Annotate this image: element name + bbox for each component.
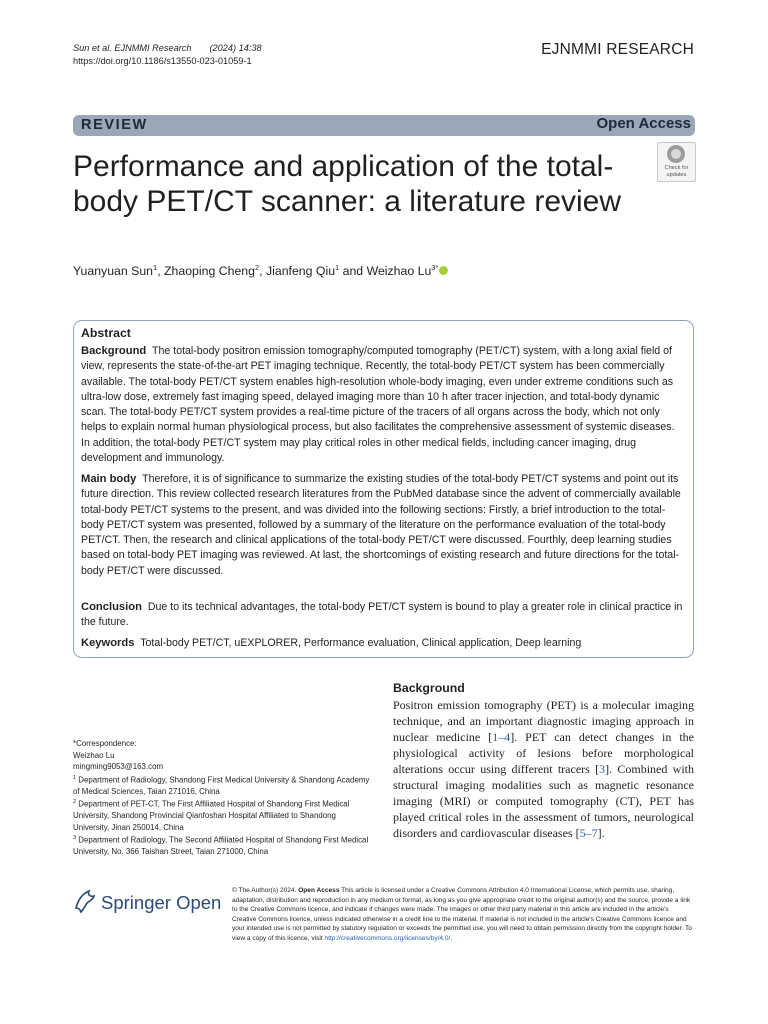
main-body-label: Main body (81, 473, 137, 485)
abstract-keywords (81, 636, 685, 651)
background-text: The total-body positron emission tomography/computed tomography (PET/CT) system, with a long axial field of view, represents the state-of-the-art PET imaging technique. Recently, the total-body PET/CT system has been commercially available. The total-body PET/CT system enables high-resolution whole-body imaging, even under extreme conditions such as ultra-low dose, extremely fast imaging speed, delayed imaging more than 10 h after tracer injection, and total-body dynamic scan. The total-body PET/CT system provides a real-time picture of the tracers of all organs across the body, which not only helps to explain normal human physiological process, but also facilitates the comprehensive assessment of systemic diseases. In addition, the total-body PET/CT system may play critical roles in other medical fields, including cancer imaging, drug development and immunology. (81, 345, 675, 464)
keywords-label: Keywords (81, 637, 135, 649)
body-text: ]. (597, 825, 605, 840)
background-label: Background (81, 345, 147, 357)
conclusion-text: Due to its technical advantages, the total-body PET/CT system is bound to play a greater role in clinical practice in the future. (81, 601, 683, 629)
abstract-heading: Abstract (81, 326, 131, 340)
article-title: Performance and application of the total-body PET/CT scanner: a literature review (73, 150, 622, 218)
update-icon (667, 145, 685, 163)
body-text: ]. PET can detect changes in the physiological activity of lesions before morphological alterations occur using different tracers [ (393, 729, 694, 776)
affiliation-sup: 3* (431, 263, 439, 272)
author-name[interactable]: Jianfeng Qiu (265, 264, 336, 279)
author-name[interactable]: Weizhao Lu (366, 264, 432, 279)
section-heading: Background (393, 681, 465, 695)
author-name[interactable]: Yuanyuan Sun (73, 264, 154, 279)
badge-line1: Check for (664, 165, 689, 171)
citation-link[interactable]: 3 (599, 761, 606, 776)
check-for-updates-button[interactable] (657, 142, 696, 182)
open-access-label: Open Access (596, 115, 691, 132)
citation-link[interactable]: 5–7 (579, 825, 598, 840)
article-type-band (73, 115, 695, 136)
license-text: © The Author(s) 2024. Open Access This article is licensed under a Creative Commons Attribution 4.0 International License, which permits use, sharing, adaptation, distribution and reproduction in any medium or format, as long as you give appropriate credit to the original author(s) and the source, provide a link to the Creative Commons licence, and indicate if changes were made. The images or other third party material in this article are included in the article's Creative Commons licence, unless indicated otherwise in a credit line to the material. If material is not included in the article's Creative Commons licence and your intended use is not permitted by statutory regulation or exceeds the permitted use, you will need to obtain permission directly from the copyright holder. To view a copy of this licence, visit http://creativecommons.org/licenses/by/4.0/. (232, 887, 692, 942)
affiliation-sup: 1 (153, 263, 158, 272)
affiliation-3: $^3$ Department of Radiology, The Second Affiliated Hospital of Shandong First Medical University, No. 366 Taishan Street, Taian 271000, China (73, 835, 369, 857)
running-header (73, 42, 262, 68)
conclusion-label: Conclusion (81, 601, 142, 613)
author-name[interactable]: Zhaoping Cheng (164, 264, 255, 279)
affiliation-2: $^2$ Department of PET-CT, The First Affiliated Hospital of Shandong First Medical University, Shandong Provincial Qianfoshan Hospital Affiliated to Shandong University, Jinan 250014, China (73, 799, 350, 832)
body-paragraph (393, 698, 694, 842)
correspondence-block (73, 738, 373, 858)
citation-link[interactable]: 1–4 (492, 729, 511, 744)
corresponding-author: Weizhao Lu (73, 750, 115, 760)
body-text: ]. Combined with structural imaging modalities such as magnetic resonance imaging (MRI) or computed tomography (CT), PET has played critical roles in the assessment of tumors, neurological disorders and cardiovascular diseases [ (393, 761, 694, 840)
affiliation-sup: 1 (335, 263, 340, 272)
article-type: REVIEW (81, 117, 148, 133)
brand-name: Springer Open (101, 892, 222, 913)
license-link[interactable]: http://creativecommons.org/licenses/by/4.0/ (324, 934, 451, 942)
body-text: Positron emission tomography (PET) is a molecular imaging technique, and an important diagnostic imaging approach in nuclear medicine [ (393, 698, 694, 744)
springer-horse-icon (73, 888, 97, 914)
correspondence-label: *Correspondence: (73, 739, 137, 748)
keywords-text: Total-body PET/CT, uEXPLORER, Performance evaluation, Clinical application, Deep learning (140, 637, 582, 649)
citation: Sun et al. EJNMMI Research (73, 43, 192, 53)
abstract-background (81, 344, 685, 466)
badge-line2: updates (666, 172, 687, 178)
main-body-text: Therefore, it is of significance to summarize the existing studies of the total-body PET/CT systems and point out its future direction. This review collected research literatures from the PubMed database since the advent of commercially available total-body PET/CT systems to the present, and was divided into the following sections: Firstly, a brief introduction to the total-body PET/CT system was presented, followed by a summary of the literature on the performance evaluation of the total-body PET/CT. Then, the research and clinical applications of the total-body PET/CT were discussed. Fourthly, deep learning studies based on total-body PET imaging was reviewed. At last, the shortcomings of existing research and future directions for the total-body PET/CT were discussed. (81, 473, 681, 577)
abstract-conclusion (81, 600, 685, 631)
doi-link[interactable]: https://doi.org/10.1186/s13550-023-01059-1 (73, 56, 252, 66)
affiliation-sup: 2 (254, 263, 260, 272)
year-volume: (2024) 14:38 (209, 43, 262, 53)
orcid-icon[interactable] (439, 266, 448, 275)
affiliation-1: $^1$ Department of Radiology, Shandong First Medical University & Shandong Academy of Medical Sciences, Taian 271016, China (73, 774, 370, 796)
email-link[interactable]: mingming9053@163.com (73, 762, 164, 771)
author-list: Yuanyuan Sun$^1$, Zhaoping Cheng$^2$, Jianfeng Qiu$^1$ and Weizhao $Lu^{3*}$ (73, 263, 448, 278)
journal-name: EJNMMI RESEARCH (541, 41, 694, 58)
abstract-main-body (81, 472, 685, 579)
